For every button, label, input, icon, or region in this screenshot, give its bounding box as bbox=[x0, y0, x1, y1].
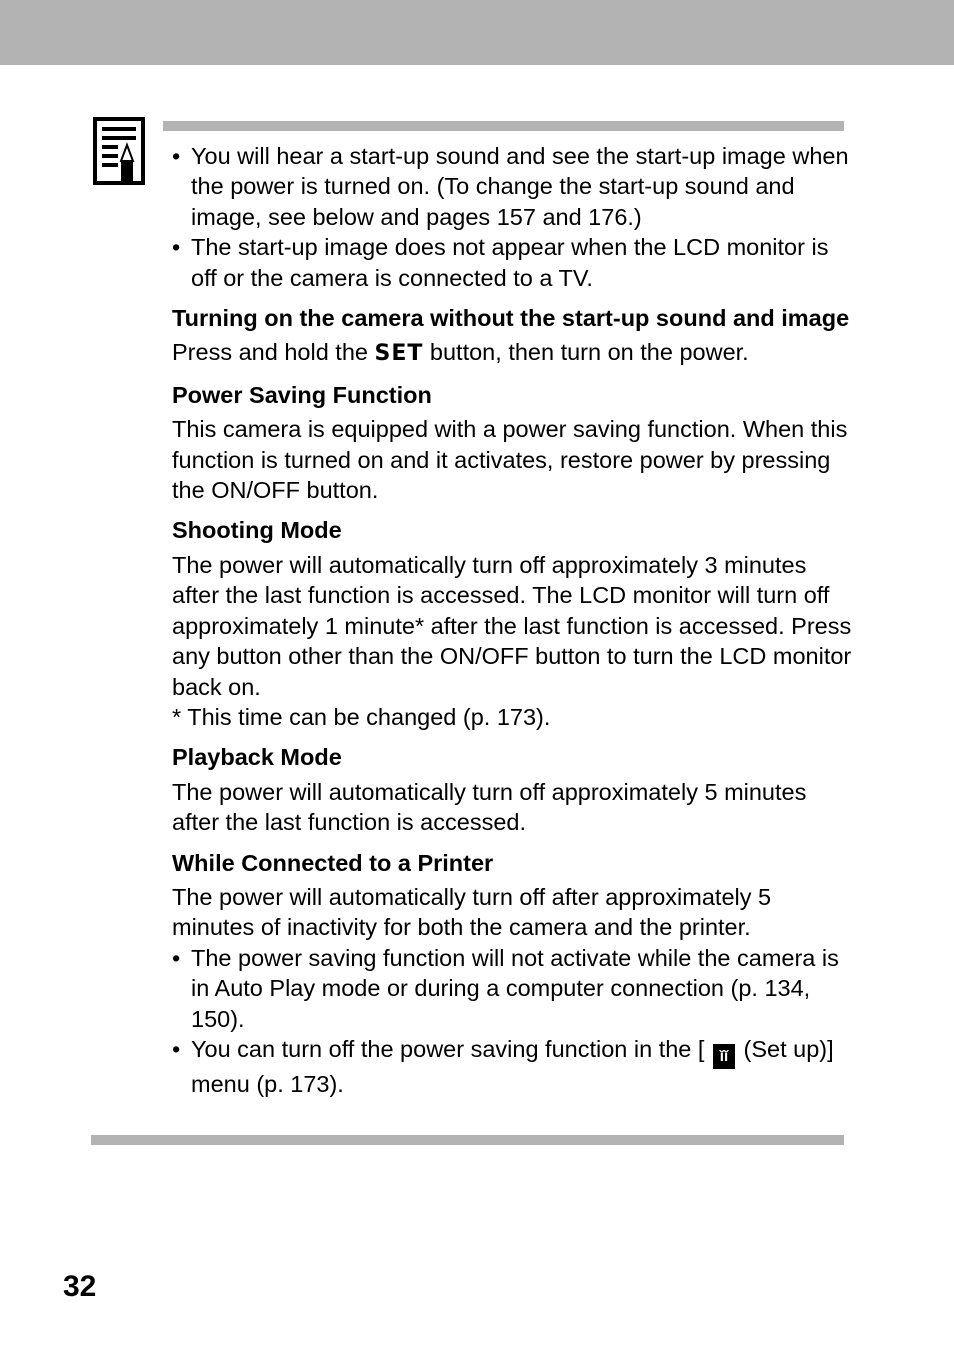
note-bullet-list bbox=[172, 141, 852, 293]
set-button-symbol: SET bbox=[374, 341, 424, 367]
printer-text: The power will automatically turn off after approximately 5 minutes of inactivity for both the camera and the printer. bbox=[172, 883, 772, 941]
page-number: 32 bbox=[63, 1270, 97, 1303]
shooting-mode-text: The power will automatically turn off approximately 3 minutes after the last function is accessed. The LCD monitor will turn off approximately 1 minute* after the last function is accessed. Press any button other than the ON/OFF button to turn the LCD monitor back on. bbox=[172, 551, 852, 700]
power-saving-text: This camera is equipped with a power saving function. When this function is turned on and it activates, restore power by pressing the ON/OFF button. bbox=[172, 416, 848, 504]
section-heading-startup: Turning on the camera without the start-up sound and image bbox=[172, 305, 850, 332]
top-band bbox=[0, 0, 954, 65]
note-content bbox=[172, 141, 852, 1099]
setup-tools-icon: ǐǐ bbox=[713, 1044, 735, 1069]
section-heading-playback: Playback Mode bbox=[172, 744, 342, 771]
section-heading-printer: While Connected to a Printer bbox=[172, 849, 494, 876]
section-heading-power-saving: Power Saving Function bbox=[172, 381, 432, 408]
note-bullet: • The start-up image does not appear when the LCD monitor is off or the camera is connected to a TV. bbox=[172, 232, 852, 293]
printer-bullet-list bbox=[172, 943, 852, 1100]
note-icon bbox=[93, 117, 145, 185]
top-rule bbox=[163, 121, 844, 131]
startup-text: Press and hold the SET button, then turn on the power. bbox=[172, 339, 749, 367]
printer-bullet: • The power saving function will not activate while the camera is in Auto Play mode or during a computer connection (p. 134, 150). bbox=[172, 943, 852, 1034]
printer-bullet: • You can turn off the power saving function in the [ ǐǐ (Set up)] menu (p. 173). bbox=[172, 1034, 852, 1099]
shooting-mode-footnote: * This time can be changed (p. 173). bbox=[172, 703, 551, 730]
section-heading-shooting: Shooting Mode bbox=[172, 517, 342, 544]
note-bullet: • You will hear a start-up sound and see the start-up image when the power is turned on. (To change the start-up sound and image, see below and pages 157 and 176.) bbox=[172, 141, 852, 232]
bottom-rule bbox=[91, 1135, 844, 1145]
playback-mode-text: The power will automatically turn off approximately 5 minutes after the last function is accessed. bbox=[172, 778, 807, 836]
